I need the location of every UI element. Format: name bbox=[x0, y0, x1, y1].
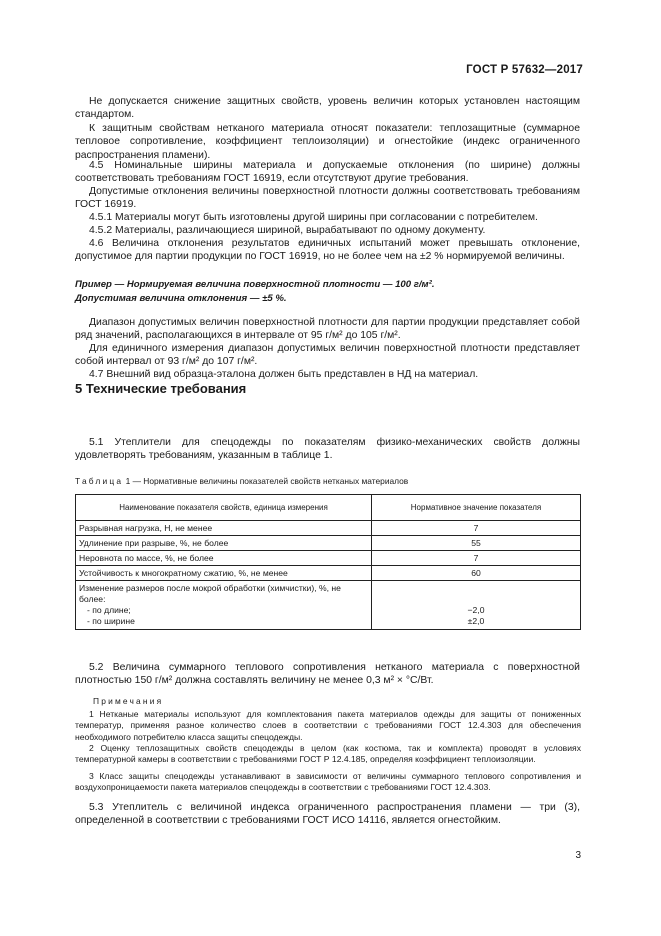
paragraph: 5.2 Величина суммарного теплового сопротивления нетканого материала с поверхностной плотностью 150 г/м² должна составлять величину не менее 0,3 м² × °С/Вт. bbox=[75, 662, 580, 687]
section-title: 5 Технические требования bbox=[75, 381, 247, 396]
table-cell: Разрывная нагрузка, Н, не менее bbox=[76, 521, 372, 536]
table-header-cell: Нормативное значение показателя bbox=[372, 495, 581, 521]
paragraph: 4.5.1 Материалы могут быть изготовлены другой ширины при согласовании с потребителем. bbox=[89, 212, 538, 223]
row-label: Изменение размеров после мокрой обработки (химчистки), %, не более: bbox=[79, 583, 341, 604]
table-row bbox=[76, 521, 581, 536]
table-row bbox=[76, 536, 581, 551]
table-cell: Неровнота по массе, %, не более bbox=[76, 551, 372, 566]
table-cell: 55 bbox=[372, 536, 581, 551]
paragraph: 5.3 Утеплитель с величиной индекса ограниченного распространения пламени — три (3), определенной в соответствии с требованиями ГОСТ ИСО 14116, является огнестойким. bbox=[75, 802, 580, 827]
note-item: 1 Нетканые материалы используют для комплектования пакета материалов одежды для защиты от пониженных температур, применяя разное количество слоев в соответствии с требованиями ГОСТ 12.4.303 для обеспечения необходимого потребителю класса защиты спецодежды. bbox=[75, 709, 581, 742]
table-header-row bbox=[76, 495, 581, 521]
paragraph: Диапазон допустимых величин поверхностной плотности для партии продукции представляет собой ряд значений, располагающихся в интервале от 95 г/м² до 105 г/м². bbox=[75, 317, 580, 342]
table-cell: Устойчивость к многократному сжатию, %, не менее bbox=[76, 566, 372, 581]
paragraph: Не допускается снижение защитных свойств, уровень величин которых установлен настоящим стандартом. bbox=[75, 96, 580, 121]
table-cell bbox=[372, 581, 581, 630]
paragraph: Допустимые отклонения величины поверхностной плотности должны соответствовать требованиям ГОСТ 16919. bbox=[75, 186, 580, 211]
table-row bbox=[76, 551, 581, 566]
example-line-1: Пример — Нормируемая величина поверхностной плотности — 100 г/м². bbox=[75, 279, 435, 290]
paragraph: 5.1 Утеплители для спецодежды по показателям физико-механических свойств должны удовлетворять требованиям, указанным в таблице 1. bbox=[75, 437, 580, 462]
paragraph: К защитным свойствам нетканого материала относят показатели: теплозащитные (суммарное тепловое сопротивление, коэффициент теплоизоляции) и огнестойкие (индекс ограниченного распространения пламени). bbox=[75, 123, 580, 161]
paragraph: 4.5.2 Материалы, различающиеся шириной, вырабатывают по одному документу. bbox=[89, 225, 486, 236]
paragraph: 4.7 Внешний вид образца-эталона должен быть представлен в НД на материал. bbox=[89, 369, 479, 380]
paragraph: 4.6 Величина отклонения результатов единичных испытаний может превышать отклонение, допустимое для партии продукции по ГОСТ 16919, но не более чем на ±2 % нормируемой величины. bbox=[75, 238, 580, 263]
row-sublabel: - по длине; bbox=[87, 605, 131, 615]
table-caption bbox=[75, 476, 408, 486]
notes-title: Примечания bbox=[93, 696, 164, 706]
table-cell: 7 bbox=[372, 551, 581, 566]
table-cell: 7 bbox=[372, 521, 581, 536]
note-item: 3 Класс защиты спецодежды устанавливают в зависимости от величины суммарного теплового сопротивления и воздухопроницаемости пакета материалов спецодежды в соответствии с требованиями ГОСТ 12.4.303. bbox=[75, 771, 581, 793]
paragraph: 4.5 Номинальные ширины материала и допускаемые отклонения (по ширине) должны соответствовать требованиям ГОСТ 16919, если отсутствуют другие требования. bbox=[75, 160, 580, 185]
row-value: ±2,0 bbox=[467, 616, 485, 626]
row-sublabel: - по ширине bbox=[87, 616, 135, 626]
page-number: 3 bbox=[575, 850, 581, 861]
table-caption-text: 1 — Нормативные величины показателей свойств нетканых материалов bbox=[125, 476, 409, 486]
example-line-2: Допустимая величина отклонения — ±5 %. bbox=[75, 293, 287, 304]
paragraph: Для единичного измерения диапазон допустимых величин поверхностной плотности представляет собой интервал от 93 г/м² до 107 г/м². bbox=[75, 343, 580, 368]
table-header-cell: Наименование показателя свойств, единица измерения bbox=[76, 495, 372, 521]
note-item: 2 Оценку теплозащитных свойств спецодежды в целом (как костюма, так и комплекта) проводят в условиях температурной камеры в соответствии с требованиями ГОСТ Р 12.4.185, определяя коэффициент теплоизоляции. bbox=[75, 743, 581, 765]
requirements-table bbox=[75, 494, 581, 630]
standard-header: ГОСТ Р 57632—2017 bbox=[466, 64, 583, 76]
table-row bbox=[76, 581, 581, 630]
table-cell bbox=[76, 581, 372, 630]
table-cell: 60 bbox=[372, 566, 581, 581]
row-value: −2,0 bbox=[467, 605, 485, 615]
table-cell: Удлинение при разрыве, %, не более bbox=[76, 536, 372, 551]
table-caption-word: Таблица bbox=[75, 476, 124, 486]
table-row bbox=[76, 566, 581, 581]
